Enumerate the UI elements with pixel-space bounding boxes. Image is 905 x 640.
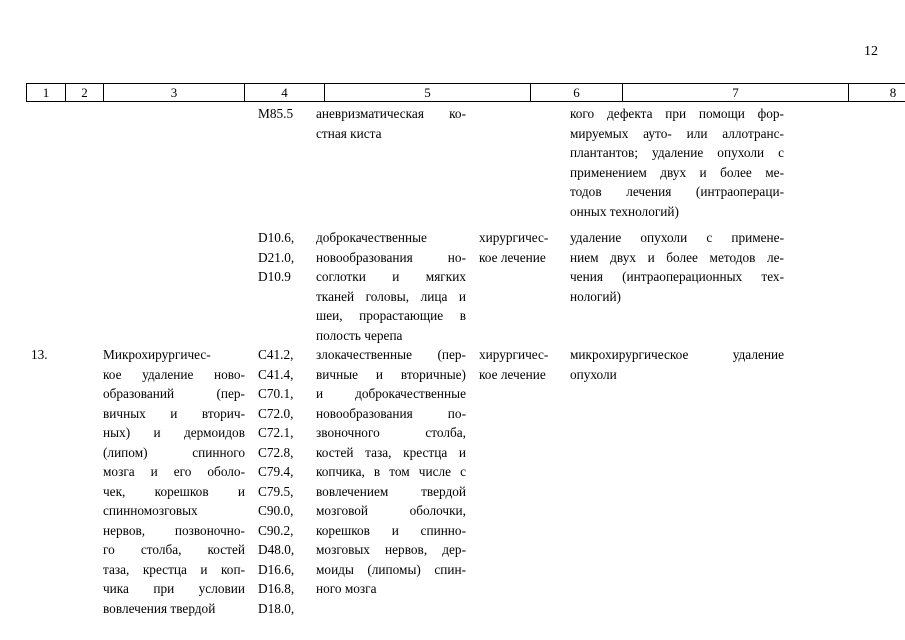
cell-line: плантантов; удаление опухоли с <box>570 145 784 160</box>
cell-line: опухоли <box>570 366 617 382</box>
cell-line: новообразования по- <box>316 405 466 421</box>
cell-line: D16.8, <box>258 581 295 596</box>
cell-line: аневризматическая ко- <box>316 106 466 121</box>
cell-line: микрохирургическое удаление <box>570 347 784 362</box>
cell-line: C72.0, <box>258 405 294 421</box>
row-number: 13. <box>31 347 48 362</box>
cell-line: злокачественные (пер- <box>316 347 466 362</box>
column-number-5: 5 <box>325 84 531 102</box>
cell-line: чика при условии <box>103 581 245 596</box>
cell-line: звоночного столба, <box>316 425 466 440</box>
cell-line: C72.1, <box>258 425 294 440</box>
column-number-2: 2 <box>66 84 104 102</box>
cell-line: полость черепа <box>316 327 403 343</box>
cell-line: ных) и дермоидов <box>103 425 245 440</box>
cell-line: C41.4, <box>258 366 294 382</box>
cell-line: образований (пер- <box>103 386 245 401</box>
cell-line: тканей головы, лица и <box>316 288 466 304</box>
cell-line: соглотки и мягких <box>316 269 466 284</box>
cell-line: вовлечения твердой <box>103 600 216 616</box>
cell-line: копчика, в том числе с <box>316 464 466 479</box>
cell-line: онных технологий) <box>570 203 679 219</box>
column-number-3: 3 <box>104 84 245 102</box>
cell-line: хирургичес- <box>479 347 549 362</box>
cell-line: вичных и вторич- <box>103 405 245 421</box>
cell-line: моиды (липомы) спин- <box>316 561 466 577</box>
cell-line: D10.6, <box>258 230 295 245</box>
cell-line: доброкачественные <box>316 230 427 245</box>
cell-line: нервов, позвоночно- <box>103 522 245 538</box>
cell-line: хирургичес- <box>479 230 549 245</box>
cell-line: нием двух и более методов ле- <box>570 249 784 265</box>
cell-line: C70.1, <box>258 386 294 401</box>
cell-line: костей таза, крестца и <box>316 444 466 460</box>
cell-line: C41.2, <box>258 347 294 362</box>
cell-line: новообразования но- <box>316 249 466 265</box>
cell-line: C79.4, <box>258 464 294 479</box>
cell-line: мозговых нервов, дер- <box>316 542 466 557</box>
cell-line: тодов лечения (интраопераци- <box>570 184 784 199</box>
column-number-6: 6 <box>531 84 623 102</box>
cell-line: Микрохирургичес- <box>103 347 211 362</box>
cell-line: мируемых ауто- или аллотранс- <box>570 125 784 141</box>
page-number: 12 <box>864 44 878 59</box>
cell-line: (липом) спинного <box>103 444 245 460</box>
cell-line: кое лечение <box>479 366 546 382</box>
cell-line: нологий) <box>570 288 621 304</box>
cell-line: применением двух и более ме- <box>570 164 784 180</box>
cell-column-7 <box>570 345 784 384</box>
cell-column-6 <box>479 345 559 384</box>
cell-line: C79.5, <box>258 483 294 499</box>
cell-line: D10.9 <box>258 269 291 284</box>
cell-line: вичные и вторичные) <box>316 366 466 382</box>
column-number-4: 4 <box>245 84 325 102</box>
cell-line: кое удаление ново- <box>103 366 245 382</box>
cell-column-3 <box>103 345 245 618</box>
cell-line: D21.0, <box>258 249 295 265</box>
cell-column-5 <box>316 228 466 345</box>
cell-line: го столба, костей <box>103 542 245 557</box>
column-number-8: 8 <box>849 84 905 102</box>
cell-line: мозговой оболочки, <box>316 503 466 518</box>
cell-line: C72.8, <box>258 444 294 460</box>
cell-line: чения (интраоперационных тех- <box>570 269 784 284</box>
cell-line: мозга и его оболо- <box>103 464 245 479</box>
cell-line: кого дефекта при помощи фор- <box>570 106 784 121</box>
cell-line: вовлечением твердой <box>316 483 466 499</box>
cell-line: кое лечение <box>479 249 546 265</box>
cell-column-7 <box>570 104 784 221</box>
cell-line: и доброкачественные <box>316 386 466 401</box>
cell-line: удаление опухоли с примене- <box>570 230 784 245</box>
column-number-1: 1 <box>27 84 66 102</box>
cell-line: D18.0, <box>258 600 295 616</box>
cell-line: C90.2, <box>258 522 294 538</box>
cell-line: D48.0, <box>258 542 295 557</box>
cell-column-4 <box>258 228 306 287</box>
cell-line: ного мозга <box>316 581 377 596</box>
column-header-row <box>26 83 905 102</box>
cell-line: корешков и спинно- <box>316 522 466 538</box>
cell-line: таза, крестца и коп- <box>103 561 245 577</box>
cell-column-4 <box>258 345 306 618</box>
cell-column-7 <box>570 228 784 306</box>
cell-column-5 <box>316 345 466 599</box>
cell-line: D16.6, <box>258 561 295 577</box>
cell-column-5 <box>316 104 466 143</box>
column-number-7: 7 <box>623 84 849 102</box>
cell-column-4 <box>258 104 306 124</box>
cell-line: спинномозговых <box>103 503 198 518</box>
cell-line: M85.5 <box>258 106 294 121</box>
cell-column-6 <box>479 228 559 267</box>
cell-line: чек, корешков и <box>103 483 245 499</box>
cell-line: C90.0, <box>258 503 294 518</box>
cell-line: стная киста <box>316 125 382 141</box>
cell-line: шеи, прорастающие в <box>316 308 466 323</box>
